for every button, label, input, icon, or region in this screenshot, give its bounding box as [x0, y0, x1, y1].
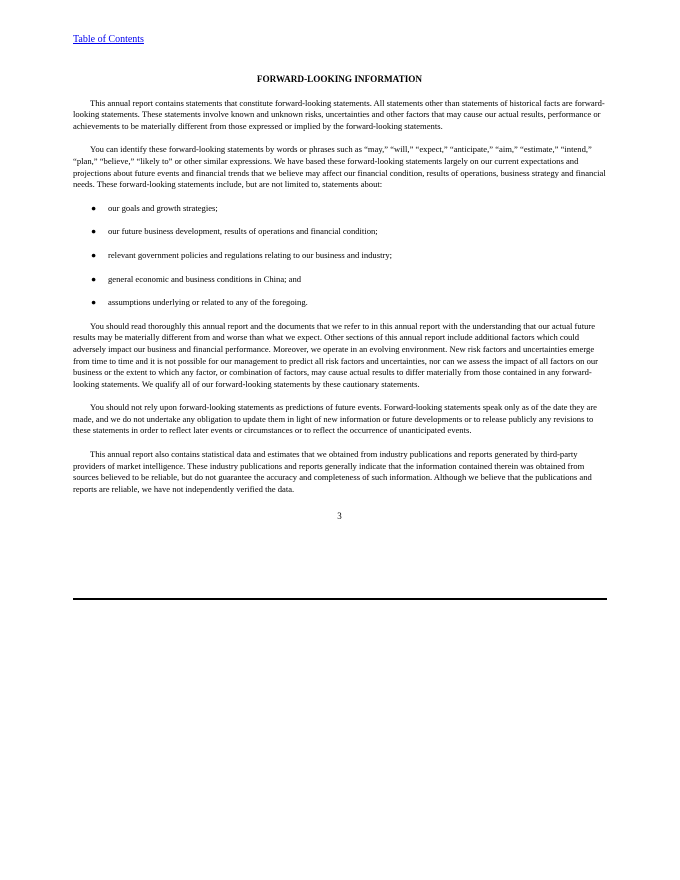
bullet-icon: ● [91, 226, 97, 237]
page-number: 3 [337, 511, 342, 522]
bullet-icon: ● [91, 249, 97, 260]
paragraph-identify: You can identify these forward-looking statements by words or phrases such as “may,” “will,” “expect,” “anticipate,” “aim,” “estimate,” “intend,” “plan,” “believe,” “likely to” or other similar expressions. We have based these forward-looking statements largely on our current expectations and projections about future events and financial trends that we believe may affect our financial condition, results of operations, business strategy and financial needs. These forward-looking statements include, but are not limited to, statements about: [73, 144, 606, 190]
table-of-contents-link[interactable]: Table of Contents [73, 34, 144, 45]
paragraph-intro: This annual report contains statements that constitute forward-looking statements. All statements other than statements of historical facts are forward-looking statements. These statements involve known and unknown risks, uncertainties and other factors that may cause our actual results, performance or achievements to be materially different from those expressed or implied by the forward-looking statements. [73, 97, 605, 131]
list-item [73, 297, 606, 309]
list-item [73, 274, 606, 286]
list-item-text: general economic and business conditions in China; and [108, 273, 302, 284]
list-item-text: our future business development, results of operations and financial condition; [108, 226, 378, 237]
list-item-text: assumptions underlying or related to any of the foregoing. [108, 297, 308, 308]
bullet-icon: ● [91, 297, 97, 308]
bullet-icon: ● [91, 273, 97, 284]
list-item-text: relevant government policies and regulations relating to our business and industry; [108, 249, 393, 260]
paragraph-read-thoroughly: You should read thoroughly this annual report and the documents that we refer to in this annual report with the understanding that our actual future results may be materially different from and worse than what we expect. Other sections of this annual report include additional factors which could adversely impact our business and financial performance. Moreover, we operate in an evolving environment. New risk factors and uncertainties emerge from time to time and it is not possible for our management to predict all risk factors and uncertainties, nor can we assess the impact of all factors on our business or the extent to which any factor, or combination of factors, may cause actual results to differ materially from those contained in any forward-looking statements. We qualify all of our forward-looking statements by these cautionary statements. [73, 320, 599, 389]
paragraph-not-rely: You should not rely upon forward-looking statements as predictions of future events. Forward-looking statements speak only as of the date they are made, and we do not undertake any obligation to update them in light of new information or future developments or to release publicly any revisions to these statements in order to reflect later events or circumstances or to reflect the occurrence of unanticipated events. [73, 402, 598, 436]
page-divider [73, 598, 607, 600]
list-item [73, 226, 606, 238]
list-item [73, 250, 606, 262]
paragraph-statistical-data: This annual report also contains statistical data and estimates that we obtained from industry publications and reports generated by third-party providers of market intelligence. These industry publications and reports generally indicate that the information contained therein was obtained from sources believed to be reliable, but do not guarantee the accuracy and completeness of such information. Although we believe that the publications and reports are reliable, we have not independently verified the data. [73, 449, 592, 494]
section-title: FORWARD-LOOKING INFORMATION [256, 74, 423, 84]
statement-bullet-list [73, 203, 606, 309]
document-body [73, 74, 606, 523]
bullet-icon: ● [91, 202, 97, 213]
list-item-text: our goals and growth strategies; [108, 202, 218, 213]
list-item [73, 203, 606, 215]
